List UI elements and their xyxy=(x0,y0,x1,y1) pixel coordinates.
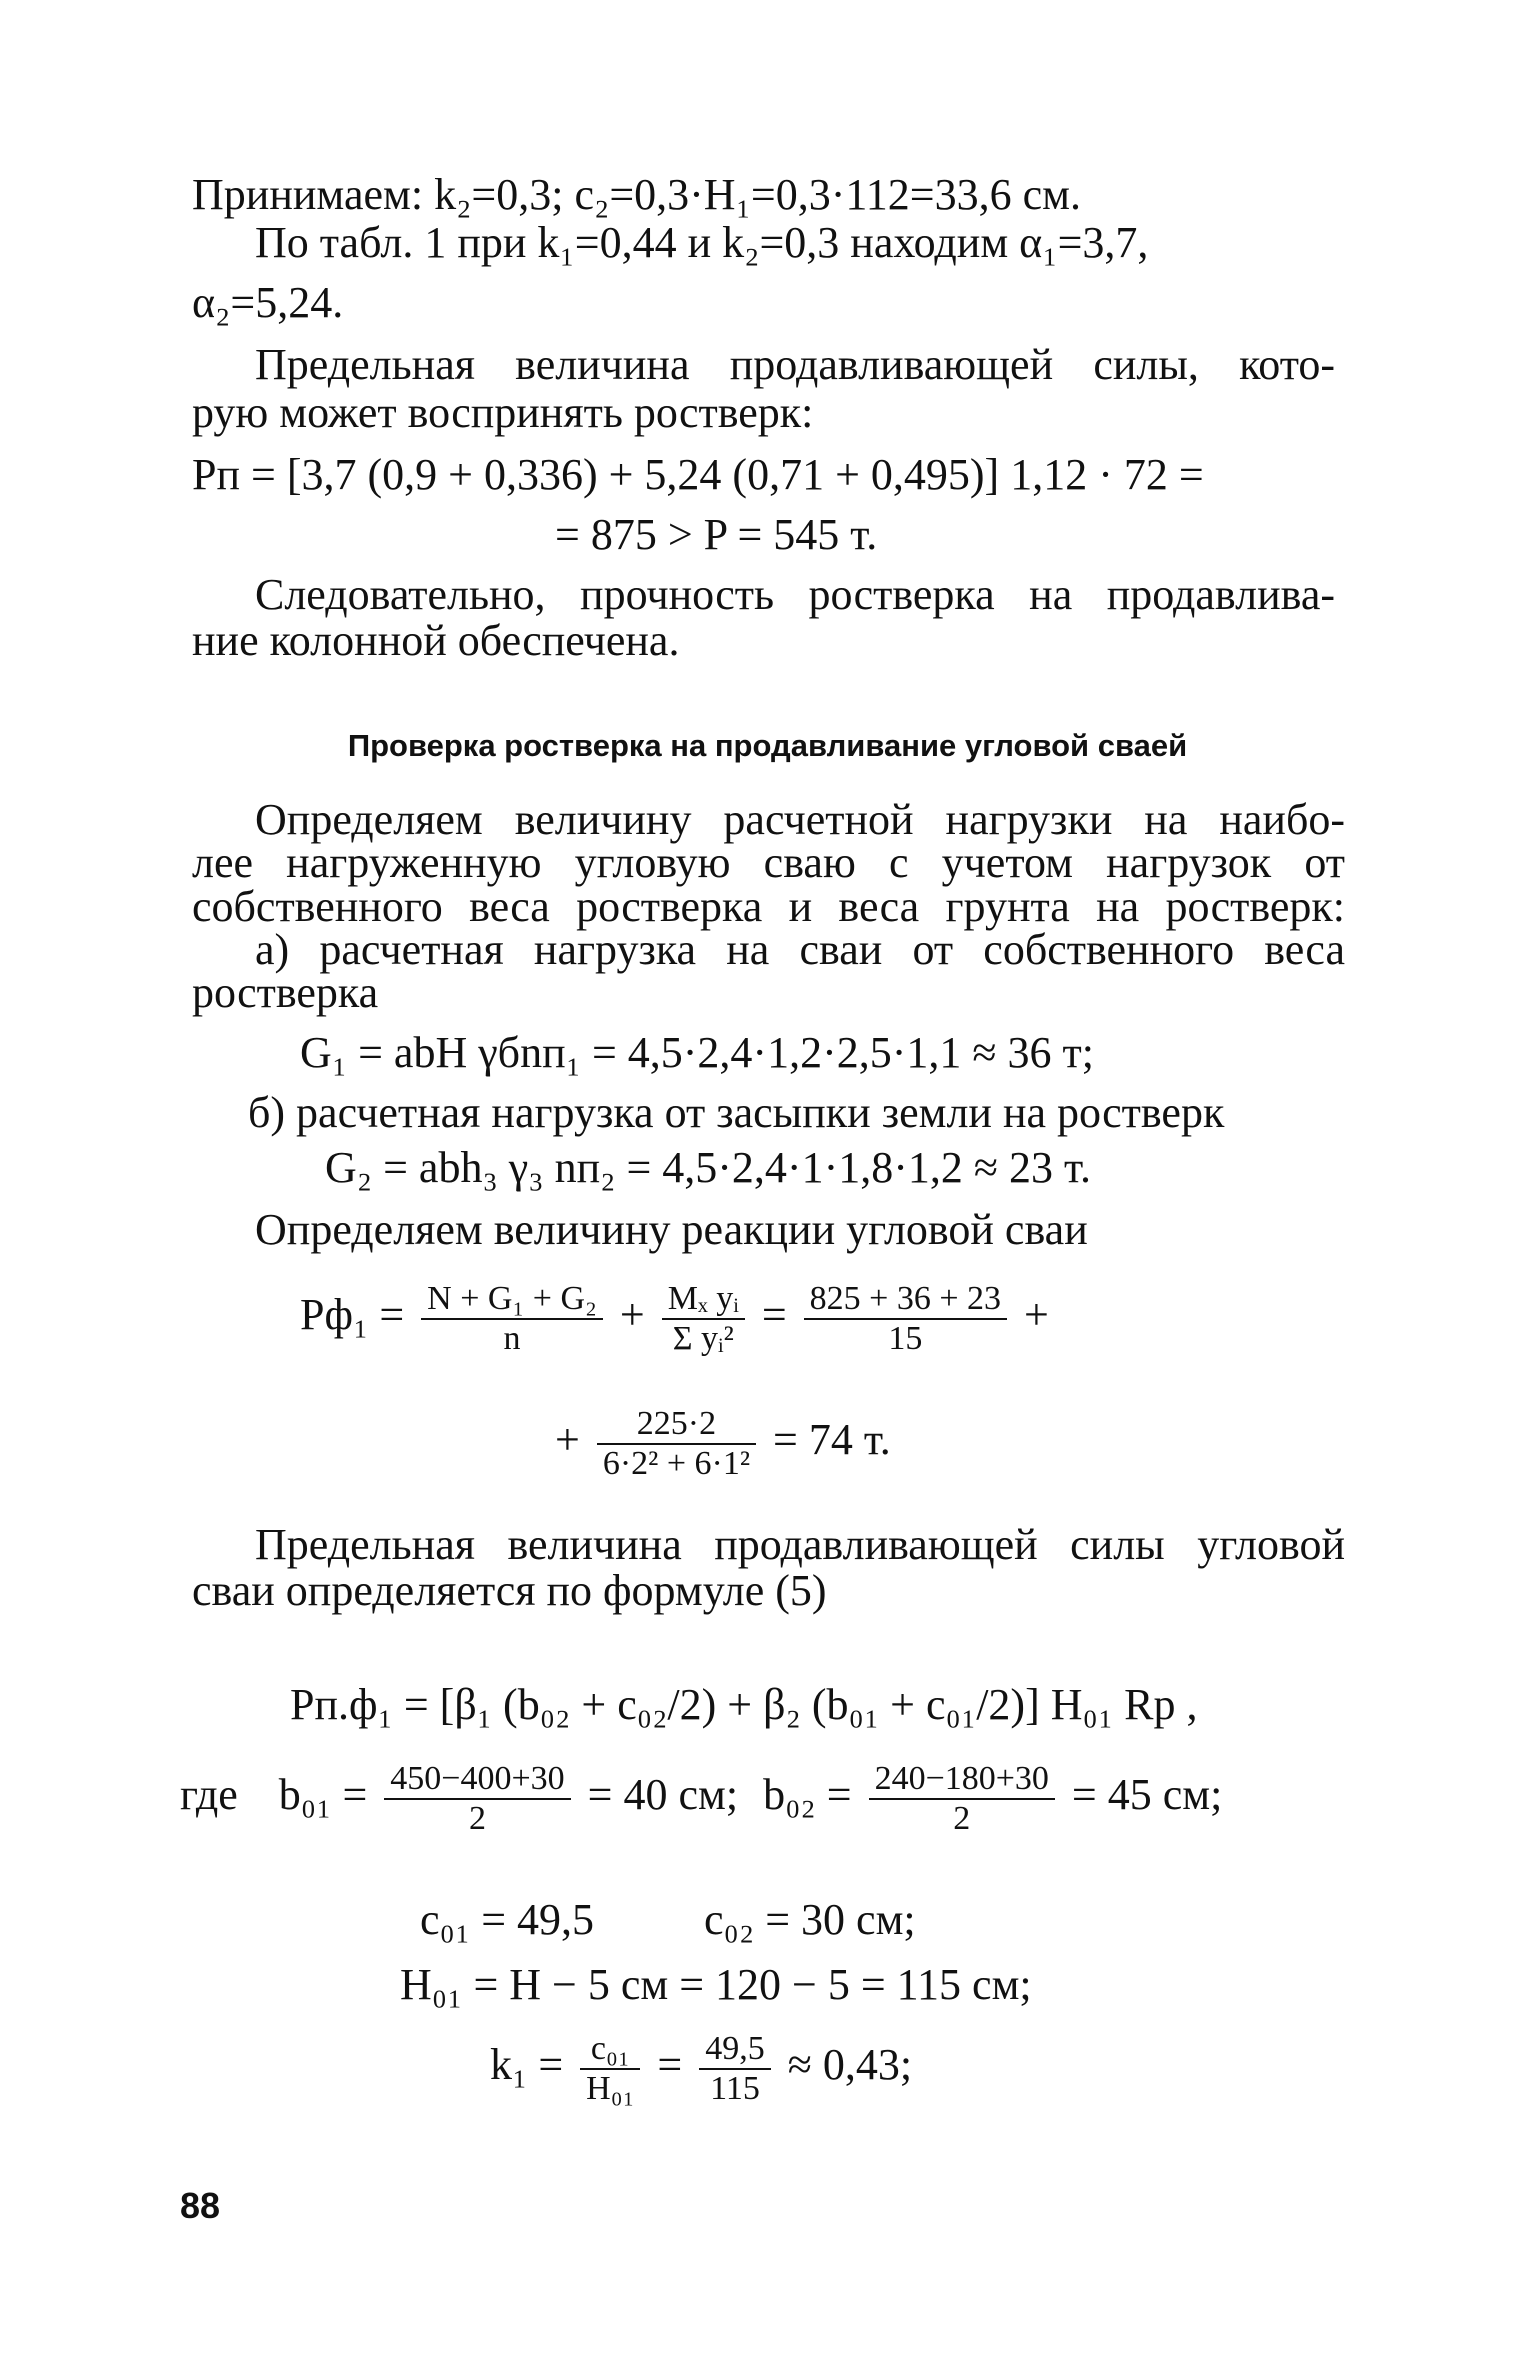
k1-lhs: k₁ = xyxy=(490,2040,564,2090)
text-line: По табл. 1 при k₁=0,44 и k₂=0,3 находим α₁=3,7, xyxy=(255,218,1149,267)
formula-pn-line2: = 875 > P = 545 т. xyxy=(555,510,878,559)
denominator: Σ yᵢ² xyxy=(672,1320,734,1357)
denominator: n xyxy=(503,1320,521,1357)
denominator: 15 xyxy=(888,1320,923,1357)
text-line: ростверка xyxy=(192,968,379,1017)
b02-lhs: b₀₂ = xyxy=(763,1770,852,1820)
text-line: Принимаем: k₂=0,3; c₂=0,3·H₁=0,3·112=33,6 см. xyxy=(192,170,1081,219)
text-line: Определяем величину расчетной нагрузки на наибо- xyxy=(255,795,1345,844)
plus-sign: + xyxy=(1024,1290,1049,1340)
text-line: ние колонной обеспечена. xyxy=(192,616,680,665)
text-line: рую может воспринять ростверк: xyxy=(192,388,814,437)
page-number: 88 xyxy=(180,2185,221,2226)
equals-sign: = xyxy=(761,1290,787,1340)
k1-result: ≈ 0,43; xyxy=(787,2040,913,2090)
fraction xyxy=(699,2030,771,2108)
formula-c: c₀₁ = 49,5 c₀₂ = 30 см; xyxy=(420,1895,916,1944)
fraction xyxy=(804,1280,1007,1358)
formula-pnf: Pп.ф₁ = [β₁ (b₀₂ + c₀₂/2) + β₂ (b₀₁ + c₀₁/2)] H₀₁ Rp , xyxy=(290,1680,1198,1729)
numerator: N + G₁ + G₂ xyxy=(421,1280,603,1320)
text-line: а) расчетная нагрузка на сваи от собственного веса xyxy=(255,925,1345,974)
text-line: б) расчетная нагрузка от засыпки земли на ростверк xyxy=(248,1088,1225,1137)
denominator: 115 xyxy=(710,2070,760,2107)
where-label: где xyxy=(180,1770,238,1820)
text-line: лее нагруженную угловую сваю с учетом нагрузок от xyxy=(192,838,1345,887)
fraction xyxy=(580,2030,640,2108)
plus-sign: + xyxy=(619,1290,645,1340)
text-line: сваи определяется по формуле (5) xyxy=(192,1566,827,1615)
text-line: Предельная величина продавливающей силы угловой xyxy=(255,1520,1345,1569)
numerator: 240−180+30 xyxy=(869,1760,1055,1800)
denominator: 2 xyxy=(468,1800,486,1837)
denominator: 2 xyxy=(953,1800,971,1837)
formula-pn-line1: Pп = [3,7 (0,9 + 0,336) + 5,24 (0,71 + 0,495)] 1,12 · 72 = xyxy=(192,450,1204,499)
pf-result: = 74 т. xyxy=(773,1415,891,1465)
pf-lhs: Pф₁ = xyxy=(300,1290,405,1340)
denominator: H₀₁ xyxy=(586,2070,635,2107)
formula-g1: G₁ = abH γбnп₁ = 4,5·2,4·1,2·2,5·1,1 ≈ 36 т; xyxy=(300,1028,1094,1077)
b01-lhs: b₀₁ = xyxy=(278,1770,368,1820)
equals-sign: = xyxy=(657,2040,683,2090)
b02-result: = 45 см; xyxy=(1071,1770,1223,1820)
section-heading: Проверка ростверка на продавливание угловой сваей xyxy=(347,728,1188,763)
formula-k1 xyxy=(490,2030,912,2108)
formula-pf-row2 xyxy=(555,1405,891,1483)
fraction xyxy=(384,1760,570,1838)
numerator: c₀₁ xyxy=(580,2030,640,2070)
formula-h01: H₀₁ = H − 5 см = 120 − 5 = 115 см; xyxy=(400,1960,1032,2009)
formula-g2: G₂ = abh₃ γ₃ nп₂ = 4,5·2,4·1·1,8·1,2 ≈ 23 т. xyxy=(325,1143,1091,1192)
numerator: 49,5 xyxy=(699,2030,771,2070)
formula-pf-row1 xyxy=(300,1280,1049,1358)
numerator: Mₓ yᵢ xyxy=(662,1280,745,1320)
numerator: 225·2 xyxy=(597,1405,756,1445)
numerator: 450−400+30 xyxy=(384,1760,570,1800)
fraction xyxy=(869,1760,1055,1838)
denominator: 6·2² + 6·1² xyxy=(602,1445,751,1482)
fraction xyxy=(662,1280,745,1358)
text-line: Следовательно, прочность ростверка на продавлива- xyxy=(255,570,1335,619)
text-line: собственного веса ростверка и веса грунта на ростверк: xyxy=(192,882,1345,931)
text-line: Определяем величину реакции угловой сваи xyxy=(255,1205,1088,1254)
text-line: Предельная величина продавливающей силы, кото- xyxy=(255,340,1335,389)
text-line: α₂=5,24. xyxy=(192,278,344,327)
plus-sign: + xyxy=(555,1415,580,1465)
formula-where xyxy=(180,1760,1222,1838)
numerator: 825 + 36 + 23 xyxy=(804,1280,1007,1320)
fraction xyxy=(421,1280,603,1358)
fraction xyxy=(597,1405,756,1483)
b01-result: = 40 см; xyxy=(587,1770,739,1820)
